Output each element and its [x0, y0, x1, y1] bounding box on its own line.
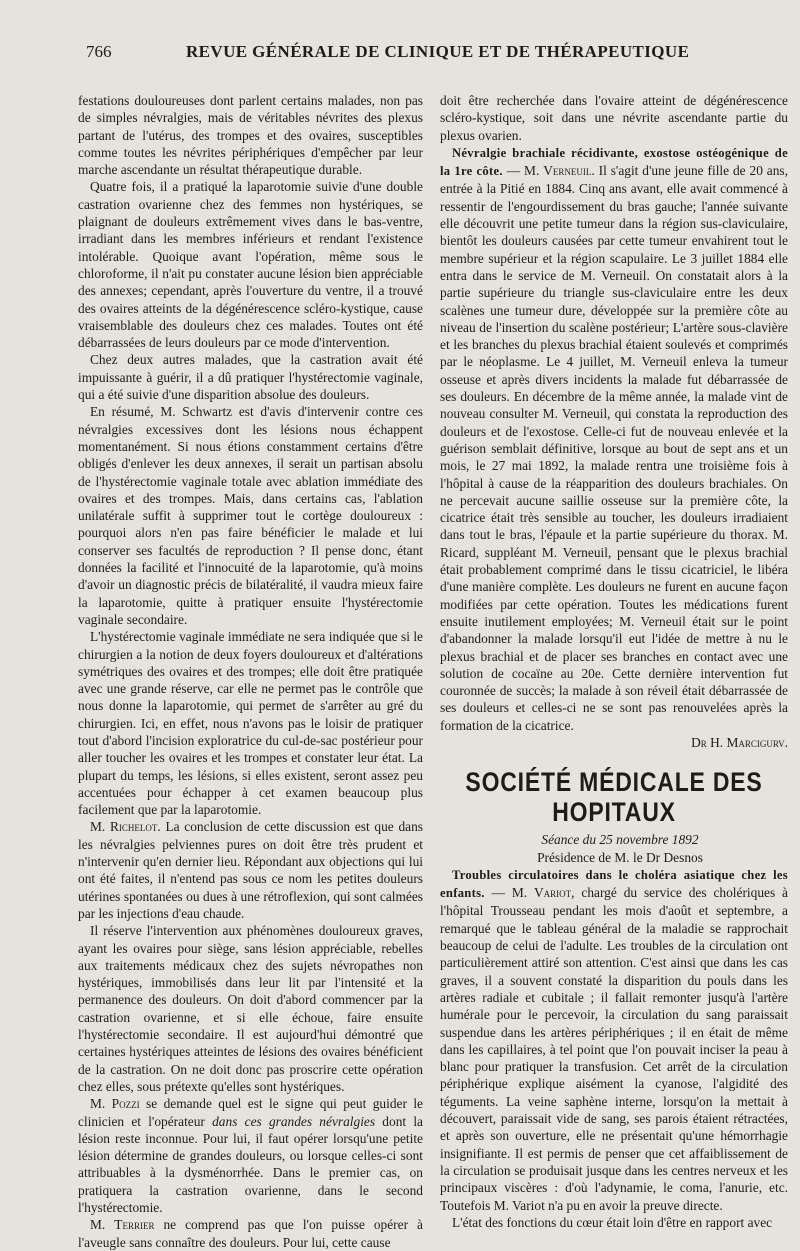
paragraph: L'état des fonctions du cœur était loin d'être en rapport avec: [452, 1214, 773, 1230]
paragraph-text: se demande quel est le signe qui peut guider le clinicien et l'opérateur: [78, 1096, 423, 1129]
page-header: [86, 42, 786, 68]
section-title: SOCIÉTÉ MÉDICALE DES HOPITAUX: [465, 767, 763, 828]
paragraph: Chez deux autres malades, que la castration avait été impuissante à guérir, il a dû pratiquer l'hystérectomie vaginale, qui a été suivie d'une disparition absolue des douleurs.: [78, 352, 423, 403]
paragraph: doit être recherchée dans l'ovaire atteint de dégénérescence scléro-kystique, soit dans une névrite ascendante partie du plexus ovarien.: [440, 93, 788, 143]
author-signature: Dr H. Marcigurv.: [691, 734, 788, 750]
paragraph: Il réserve l'intervention aux phénomènes douloureux graves, ayant les ovaires pour siège, sans lésion appréciable, rebelles aux traitements médicaux chez des sujets névropathes non hystériques, immobilisés dans leur lit par l'intensité et la permanence des douleurs. On doit d'abord commencer par la castration ovarienne, et si elle échoue, faire ensuite l'hystérectomie secondaire. Il est aujourd'hui démontré que certaines hystériques atteintes de lésions des ovaires bénéficient de la castration. On ne doit donc pas proscrire cette opération chez elles, sous prétexte qu'elles sont hystériques.: [78, 923, 423, 1094]
paragraph-text: , chargé du service des cholériques à l'hôpital Trousseau pendant les mois d'août et septembre, a remarqué que le tableau général de la maladie se rapprochait beaucoup de celui de l'adulte. Les troubles de la circulation ont particulièrement attiré son attention. C'est ainsi que dans les cas graves, il a souvent constaté la disparition du pouls dans les artères radiale et cubitale ; il fallait remonter jusqu'à l'artère humérale pour le percevoir, la circulation du sang paraissait suspendue dans les artères périphériques ; il en était de même dans les capillaires, à tel point que l'on pouvait inciser la peau à blanc pour pratiquer la transfusion. Cet arrêt de la circulation périphérique explique aisément la cyanose, l'algidité des téguments. La veine saphène interne, lorsqu'on la mettait à découvert, paraissait vide de sang, ses parois étaient rétractées, et après son ouverture, elle ne présentait qu'une hémorrhagie insignifiante. Il est permis de penser que cet affaiblissement de la circulation se produisait jusque dans les centres nerveux et les principaux viscères : d'où l'adynamie, le coma, l'anurie, etc. Toutefois M. Variot n'a pu en avoir la preuve directe.: [440, 885, 788, 1213]
paragraph: En résumé, M. Schwartz est d'avis d'intervenir contre ces névralgies excessives dont les lésions nous échappent momentanément. Si nous étions constamment certains d'être obligés d'enlever les deux annexes, il serait un partisan absolu de l'hystérectomie vaginale totale avec ablation immédiate des ovaires et des trompes. Mais, dans certains cas, l'ablation unilatérale suffit à supprimer tout le cortège douloureux : pourquoi alors n'en pas faire bénéficier le malade et lui conserver ses facultés de reproduction ? Il pense donc, étant données la facilité et l'innocuité de la laparotomie, qu'à moins d'avoir un diagnostic précis de bilatéralité, il vaudra mieux faire la laparotomie, quitte à pratiquer ensuite l'hystérectomie vaginale secondaire.: [78, 404, 423, 627]
paragraph: M. Richelot. La conclusion de cette discussion est que dans les névralgies pelviennes pures on doit être très prudent et n'intervenir qu'en dernier lieu. Répondant aux objections qui lui ont été faites, il n'entend pas sous ce nom les petites douleurs utérines spontanées ou dues à une rétroflexion, qui sont calmées par les injections d'eau chaude.: [78, 819, 423, 921]
speaker-name: Terrier: [114, 1217, 155, 1233]
left-column: [78, 92, 423, 1251]
paragraph-text: dont la lésion reste inconnue. Pour lui, il faut opérer lorsqu'une petite lésion détermine de grandes douleurs, ou lorsque celles-ci sont attribuables à la dysménorrhée. Dans le premier cas, on pratiquera la castration ovarienne, dans le second l'hystérectomie.: [78, 1113, 423, 1215]
speaker-name: Richelot: [109, 819, 158, 835]
paragraph: Quatre fois, il a pratiqué la laparotomie suivie d'une double castration ovarienne chez des femmes non hystériques, se plaignant de douleurs extrêmement vives dans le bas-ventre, irradiant dans les membres inférieurs et rendant l'existence intolérable. Quoique avant l'opération, même sous le chloroforme, il n'ait pu constater aucune lésion bien appréciable des annexes; cependant, après l'ouverture du ventre, il a trouvé des ovaires atteints de la dégénérescence scléro-kystique, cause vraisemblable des douleurs chez ces malades. Toutes ont été débarrassées de leurs douleurs par ce mode d'intervention.: [78, 179, 423, 351]
presidence-line: Présidence de M. le Dr Desnos: [537, 849, 703, 865]
speaker-name: Verneuil: [543, 163, 592, 179]
running-title: REVUE GÉNÉRALE DE CLINIQUE ET DE THÉRAPEUTIQUE: [186, 42, 690, 61]
speaker-name: Pozzi: [111, 1096, 140, 1112]
paragraph-text: . La conclusion de cette discussion est que dans les névralgies pelviennes pures on doit être très prudent et n'intervenir qu'en dernier lieu. Répondant aux objections qui lui ont été faites, il n'entend pas sous ce nom les petites douleurs utérines spontanées ou dues à une rétroflexion, qui sont calmées par les injections d'eau chaude.: [78, 819, 423, 921]
case-heading: Troubles circulatoires dans le choléra asiatique chez les enfants.: [440, 867, 788, 901]
meeting-date: Séance du 25 novembre 1892: [541, 832, 699, 848]
paragraph: M. Pozzi se demande quel est le signe qui peut guider le clinicien et l'opérateur dans ces grandes névralgies dont la lésion reste inconnue. Pour lui, il faut opérer lorsqu'une petite lésion détermine de grandes douleurs, ou lorsque celles-ci sont attribuables à la dysménorrhée. Dans le premier cas, on pratiquera la castration ovarienne, dans le second l'hystérectomie.: [78, 1096, 423, 1215]
italic-phrase: dans ces grandes névralgies: [212, 1113, 376, 1129]
case-heading: Névralgie brachiale récidivante, exostose ostéogénique de la 1re côte.: [440, 145, 788, 179]
paragraph: M. Terrier ne comprend pas que l'on puisse opérer à l'aveugle sans connaître des douleurs. Pour lui, cette cause: [78, 1217, 423, 1250]
paragraph-text: . Il s'agit d'une jeune fille de 20 ans, entrée à la Pitié en 1884. Cinq ans avant, elle avait commencé à ressentir de l'engourdissement du bras gauche; l'année suivante elle découvrit une petite tumeur dans la région sus-claviculaire, bientôt les douleurs causées par cette tumeur envahirent tout le membre supérieur et la région scapulaire. Le 3 juillet 1884 elle entra dans le service de M. Verneuil. On constatait alors à la partie supérieure du triangle sus-claviculaire entre les deux scalènes une tumeur dure, développée sur la première côte au niveau de l'insertion du scalène postérieur; L'artère sous-clavière et les branches du plexus brachial étaient soulevés et comprimés par le néoplasme. Le 4 juillet, M. Verneuil enleva la tumeur osseuse et après divers incidents la malade fut débarrassée de ses douleurs. En décembre de la même année, la malade vint de nouveau consulter M. Verneuil, qui constata la reproduction des douleurs et de l'exostose. Celle-ci fut de nouveau enlevée et la guérison semblait définitive, lorsque au bout de sept ans et un mois, le 27 mai 1892, la malade rentra une troisième fois à l'hôpital à cause de la réapparition des douleurs brachiales. On ne percevait aucune saillie osseuse sur la première côte, la cicatrice était très sensible au toucher, les douleurs irradiaient dans tout le bras, l'épaule et la partie supérieure du thorax. M. Ricard, suppléant M. Verneuil, pensant que le plexus brachial était probablement comprimé dans le tissu cicatriciel, le libéra d'une manière complète. Les douleurs ne furent en aucune façon modifiées par cette opération. Toutes les médications furent ensuite inutilement employées; M. Verneuil était sur le point d'abandonner la malade lorsqu'il eut l'idée de mettre à nu le plexus brachial et de placer ses branches en contact avec une solution de cocaïne au 20e. Cette dernière intervention fut couronnée de succès; la malade à son réveil était débarrassée de ses douleurs et celles-ci ne se sont pas renouvelées après la formation de la cicatrice.: [440, 163, 788, 733]
paragraph: Névralgie brachiale récidivante, exostose ostéogénique de la 1re côte. — M. Verneuil. Il s'agit d'une jeune fille de 20 ans, entrée à la Pitié en 1884. Cinq ans avant, elle avait commencé à ressentir de l'engourdissement du bras gauche; l'année suivante elle découvrit une petite tumeur dans la région sus-claviculaire, bientôt les douleurs causées par cette tumeur envahirent tout le membre supérieur et la région scapulaire. Le 3 juillet 1884 elle entra dans le service de M. Verneuil. On constatait alors à la partie supérieure du triangle sus-claviculaire entre les deux scalènes une tumeur dure, développée sur la première côte au niveau de l'insertion du scalène postérieur; L'artère sous-clavière et les branches du plexus brachial étaient soulevés et comprimés par le néoplasme. Le 4 juillet, M. Verneuil enleva la tumeur osseuse et après divers incidents la malade fut débarrassée de ses douleurs. En décembre de la même année, la malade vint de nouveau consulter M. Verneuil, qui constata la reproduction des douleurs et de l'exostose. Celle-ci fut de nouveau enlevée et la guérison semblait définitive, lorsque au bout de sept ans et un mois, le 27 mai 1892, la malade rentra une troisième fois à l'hôpital à cause de la réapparition des douleurs brachiales. On ne percevait aucune saillie osseuse sur la première côte, la cicatrice était très sensible au toucher, les douleurs irradiaient dans tout le bras, l'épaule et la partie supérieure du thorax. M. Ricard, suppléant M. Verneuil, pensant que le plexus brachial était probablement comprimé dans le tissu cicatriciel, le libéra d'une manière complète. Les douleurs ne furent en aucune façon modifiées par cette opération. Toutes les médications furent ensuite inutilement employées; M. Verneuil était sur le point d'abandonner la malade lorsqu'il eut l'idée de mettre à nu le plexus brachial et de placer ses branches en contact avec une solution de cocaïne au 20e. Cette dernière intervention fut couronnée de succès; la malade à son réveil était débarrassée de ses douleurs et celles-ci ne se sont pas renouvelées après la formation de la cicatrice.: [440, 145, 788, 733]
speaker-name: Variot: [534, 885, 572, 901]
paragraph-text: ne comprend pas que l'on puisse opérer à l'aveugle sans connaître des douleurs. Pour lui, cette cause: [78, 1217, 423, 1250]
paragraph: Troubles circulatoires dans le choléra asiatique chez les enfants. — M. Variot, chargé du service des cholériques à l'hôpital Trousseau pendant les mois d'août et septembre, a remarqué que le tableau général de la maladie se rapprochait beaucoup de celui de l'adulte. Les troubles de la circulation ont particulièrement attiré son attention. C'est ainsi que dans les cas graves, il a souvent constaté la disparition du pouls dans les artères radiale et cubitale ; il fallait remonter jusqu'à l'artère humérale pour le percevoir, la circulation du sang paraissait suspendue dans les artères périphériques ; il en était de même dans les capillaires, à tel point que l'on pouvait inciser la peau à blanc pour pratiquer la transfusion. Cet arrêt de la circulation périphérique explique aisément la cyanose, l'algidité des téguments. La veine saphène interne, lorsqu'on la mettait à découvert, paraissait vide de sang, ses parois étaient rétractées, et après son ouverture, elle ne présentait qu'une hémorrhagie insignifiante. Il est permis de penser que cet affaiblissement de la circulation se produisait jusque dans les centres nerveux et les principaux viscères : d'où l'adynamie, le coma, l'anurie, etc. Toutefois M. Variot n'a pu en avoir la preuve directe.: [440, 867, 788, 1213]
paragraph: festations douloureuses dont parlent certains malades, non pas de simples névralgies, mais de véritables névrites des plexus partant de l'utérus, des trompes et des ovaires, susceptibles comme toutes les névrites périphériques d'empêcher par leur marche ascendante un résultat thérapeutique durable.: [78, 93, 423, 178]
paragraph: L'hystérectomie vaginale immédiate ne sera indiquée que si le chirurgien a la notion de deux foyers douloureux et d'altérations symétriques des ovaires et des trompes; elle doit être pratiquée avec une grande réserve, car elle ne permet pas le contrôle que nous donne la laparotomie, qui permet de s'arrêter au gré du chirurgien. Ici, en effet, nous n'avons pas le loisir de pratiquer tout d'abord l'incision exploratrice du cul-de-sac postérieur pour aller toucher les ovaires et les trompes et constater leur état. La plupart du temps, les lésions, si elles existent, seront assez peu accentuées pour échapper à cet examen beaucoup plus facilement que par la laparotomie.: [78, 629, 423, 818]
right-column: [440, 92, 788, 1231]
page-number: 766: [86, 42, 112, 61]
